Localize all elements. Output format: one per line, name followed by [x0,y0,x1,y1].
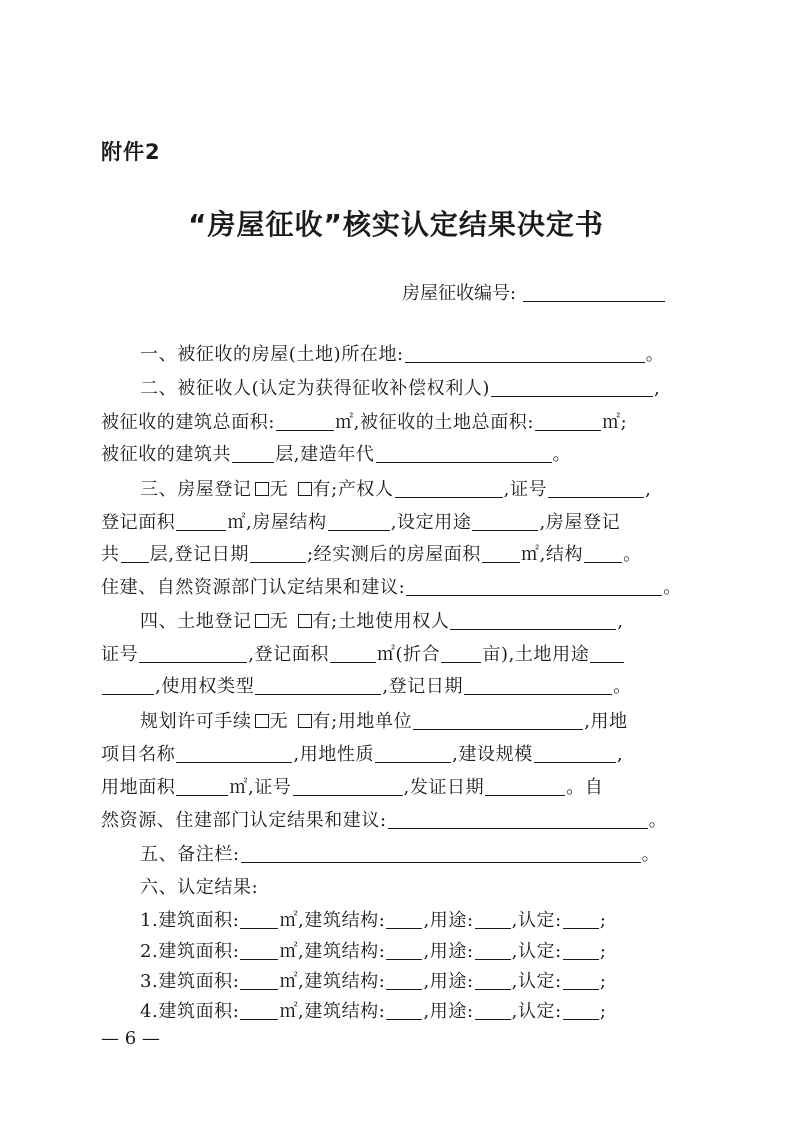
reg-date-field[interactable] [250,544,306,563]
build-year-field[interactable] [376,444,552,463]
owner-field[interactable] [491,378,653,397]
section-2-owner: 二、被征收人(认定为获得征收补偿权利人) , [140,378,661,399]
section-3-reg-area: 登记面积 ㎡,房屋结构 ,设定用途 ,房屋登记 [101,512,621,533]
reg-floors-field[interactable] [121,544,149,563]
land-reg-yes-checkbox[interactable] [298,614,312,628]
land-use-field-cont[interactable] [102,676,154,695]
result-structure-field[interactable] [386,971,422,990]
section-3-reg-floors: 共 层,登记日期 ;经实测后的房屋面积 ㎡,结构 。 [101,544,642,565]
attachment-label: 附件2 [101,140,161,164]
result-structure-field[interactable] [386,910,422,929]
result-use-field[interactable] [475,1001,511,1020]
result-confirm-field[interactable] [563,910,599,929]
reg-area-field[interactable] [176,512,226,531]
result-area-field[interactable] [240,971,278,990]
result-confirm-field[interactable] [563,971,599,990]
land-cert-number-field[interactable] [139,644,247,663]
planning-project: 项目名称 ,用地性质 ,建设规模 , [101,744,624,765]
result-area-field[interactable] [240,1001,278,1020]
floors-field[interactable] [232,444,274,463]
location-label: 一、被征收的房屋(土地)所在地: [140,344,404,365]
permit-yes-checkbox[interactable] [298,714,312,728]
permit-no-checkbox[interactable] [255,714,269,728]
section-2-floors: 被征收的建筑共 层,建造年代 。 [101,444,572,465]
owner-label: 二、被征收人(认定为获得征收补偿权利人) [140,378,491,399]
land-reg-area-field[interactable] [330,644,376,663]
result-row: 4.建筑面积: ㎡,建筑结构: ,用途: ,认定: ; [140,1001,607,1022]
build-scale-field[interactable] [534,744,616,763]
set-use-field[interactable] [472,512,538,531]
issue-date-field[interactable] [485,777,565,796]
section-6-result: 六、认定结果: [140,877,259,898]
collection-number-field[interactable] [523,283,665,302]
land-use-field[interactable] [590,644,624,663]
collection-number-label: 房屋征收编号: [402,283,517,304]
result-use-field[interactable] [475,910,511,929]
plan-cert-number-field[interactable] [293,777,403,796]
section-3-dept-opinion: 住建、自然资源部门认定结果和建议: 。 [101,577,682,598]
resource-opinion-field[interactable] [388,810,648,829]
result-area-field[interactable] [240,941,278,960]
property-owner-field[interactable] [395,479,503,498]
remarks-field[interactable] [241,844,641,863]
land-nature-field[interactable] [375,744,451,763]
section-5-remarks: 五、备注栏: 。 [140,844,661,865]
result-area-field[interactable] [240,910,278,929]
section-4-land-registration: 四、土地登记 无 有;土地使用权人 , [140,611,624,632]
house-reg-yes-checkbox[interactable] [298,482,312,496]
land-area-field[interactable] [535,412,601,431]
section-4-right-type: ,使用权类型 ,登记日期 。 [101,675,632,699]
result-use-field[interactable] [475,941,511,960]
land-reg-date-field[interactable] [464,676,612,695]
planning-opinion: 然资源、住建部门认定结果和建议: 。 [101,810,668,831]
house-reg-no-checkbox[interactable] [255,482,269,496]
house-cert-number-field[interactable] [548,479,644,498]
section-3-house-registration: 三、房屋登记 无 有;产权人 ,证号 , [140,479,652,500]
result-row: 1.建筑面积: ㎡,建筑结构: ,用途: ,认定: ; [140,910,607,931]
location-field[interactable] [405,344,645,363]
page-number: — 6 — [101,1028,160,1049]
collection-number-row [402,279,666,305]
planning-permit: 规划许可手续 无 有;用地单位 ,用地 [140,711,628,732]
result-confirm-field[interactable] [563,941,599,960]
house-structure-field[interactable] [328,512,390,531]
measured-structure-field[interactable] [584,544,622,563]
planning-area: 用地面积 ㎡,证号 ,发证日期 。自 [101,777,604,798]
section-2-area: 被征收的建筑总面积: ㎡,被征收的土地总面积: ㎡; [101,412,628,433]
result-row: 3.建筑面积: ㎡,建筑结构: ,用途: ,认定: ; [140,971,607,992]
result-structure-field[interactable] [386,941,422,960]
result-structure-field[interactable] [386,1001,422,1020]
section-4-land-cert: 证号 ,登记面积 ㎡(折合 亩),土地用途 [101,643,625,667]
result-use-field[interactable] [475,971,511,990]
result-row: 2.建筑面积: ㎡,建筑结构: ,用途: ,认定: ; [140,941,607,962]
document-title: “房屋征收”核实认定结果决定书 [188,208,604,241]
mu-field[interactable] [441,644,481,663]
building-area-field[interactable] [276,412,334,431]
result-confirm-field[interactable] [563,1001,599,1020]
measured-area-field[interactable] [482,544,520,563]
land-reg-no-checkbox[interactable] [255,614,269,628]
right-type-field[interactable] [255,676,381,695]
remarks-label: 五、备注栏: [140,844,240,865]
project-name-field[interactable] [176,744,292,763]
plan-area-field[interactable] [176,777,228,796]
land-user-field[interactable] [450,611,616,630]
section-1-location: 一、被征收的房屋(土地)所在地: 。 [140,344,665,365]
land-unit-field[interactable] [413,711,583,730]
housing-opinion-field[interactable] [406,577,662,596]
